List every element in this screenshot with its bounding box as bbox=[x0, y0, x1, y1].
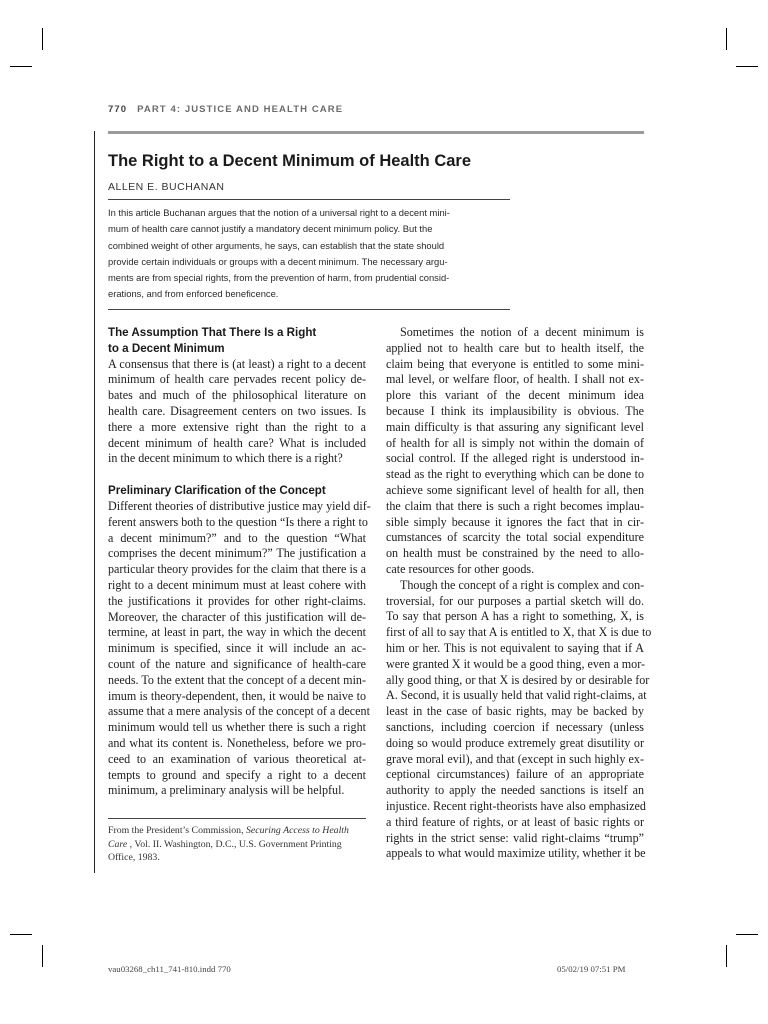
body-line: stead as the right to everything which can be done to bbox=[386, 467, 644, 482]
body-line: social control. If the alleged right is understood in- bbox=[386, 451, 644, 466]
footnote-rule bbox=[108, 818, 366, 819]
running-head bbox=[108, 104, 343, 115]
heading-line: to a Decent Minimum bbox=[108, 341, 225, 355]
heading-line: Preliminary Clarification of the Concept bbox=[108, 484, 326, 498]
abstract-bottom-rule bbox=[108, 309, 510, 310]
body-line: of health for all is simply not within the domain of bbox=[386, 435, 644, 450]
section-gap bbox=[108, 467, 366, 483]
body-line: ally good thing, or that X is desired by or desirable for bbox=[386, 672, 650, 687]
footnote-line: Office, 1983. bbox=[108, 852, 160, 864]
body-line: health care. Disagreement centers on two issues. Is bbox=[108, 403, 366, 418]
footnote-title: Securing Access to Health bbox=[245, 825, 349, 836]
section-body bbox=[108, 498, 371, 799]
body-line: authority to apply the needed sanctions is itself an bbox=[386, 783, 644, 798]
crop-mark bbox=[10, 66, 32, 67]
body-line: decent minimum of health care? What is included bbox=[108, 435, 366, 450]
date-slug: 05/02/19 07:51 PM bbox=[557, 964, 626, 974]
body-line: needs. To the extent that the concept of a decent min- bbox=[108, 672, 366, 687]
body-line: because I think its implausibility is obvious. The bbox=[386, 403, 644, 418]
body-line: were granted X it would be a good thing, even a mor- bbox=[386, 656, 646, 671]
body-line: imum is theory-dependent, then, it would be naive to bbox=[108, 688, 366, 703]
body-line: particular theory provides for the claim that there is a bbox=[108, 562, 366, 577]
body-line: termine, at least in part, the way in which the decent bbox=[108, 625, 366, 640]
body-line: ceed to an examination of various theoretical at- bbox=[108, 751, 366, 766]
body-line: sible simply because it ignores the fact that in cir- bbox=[386, 514, 644, 529]
body-line: minimum would tell us whether there is such a right bbox=[108, 720, 366, 735]
left-column bbox=[108, 325, 371, 799]
body-line: achieve some significant level of health for all, then bbox=[386, 482, 644, 497]
part-label: PART 4: JUSTICE AND HEALTH CARE bbox=[137, 104, 344, 115]
body-line: plore this variant of the decent minimum idea bbox=[386, 388, 644, 403]
body-line: a decent minimum?” and to the question “What bbox=[108, 530, 366, 545]
body-line: him or her. This is not equivalent to saying that if A bbox=[386, 640, 644, 655]
body-line: minimum of health care pervades recent policy de- bbox=[108, 372, 366, 387]
crop-mark bbox=[736, 934, 758, 935]
body-line: To say that person A has a right to something, X, is bbox=[386, 609, 644, 624]
footnote-line: From the President’s Commission, Securing Access to Health bbox=[108, 825, 349, 836]
body-line: main difficulty is that assuring any significant level bbox=[386, 419, 644, 434]
body-line: Different theories of distributive justice may yield dif- bbox=[108, 498, 371, 513]
section-heading bbox=[108, 483, 366, 499]
body-line: cumstances of scarcity the total social expenditure bbox=[386, 530, 644, 545]
source-footnote bbox=[108, 824, 366, 865]
crop-mark bbox=[736, 66, 758, 67]
abstract-line: mum of health care cannot justify a mandatory decent minimum policy. But the bbox=[108, 223, 433, 235]
section-heading bbox=[108, 325, 366, 357]
body-line: Moreover, the character of this justification will de- bbox=[108, 609, 366, 624]
body-line: rights in the strict sense: valid right-claims “trump” bbox=[386, 830, 644, 845]
body-line: count of the nature and significance of health-care bbox=[108, 656, 366, 671]
section-body bbox=[108, 357, 366, 468]
body-line: injustice. Recent right-theorists have also emphasized bbox=[386, 798, 646, 813]
margin-bar bbox=[94, 131, 95, 873]
abstract bbox=[108, 205, 510, 303]
heading-line: The Assumption That There Is a Right bbox=[108, 326, 317, 339]
body-line: assume that a mere analysis of the concept of a decent bbox=[108, 704, 370, 719]
body-line: in the decent minimum to which there is a right? bbox=[108, 451, 343, 466]
body-line: bates and much of the philosophical literature on bbox=[108, 388, 366, 403]
article-title: The Right to a Decent Minimum of Health Care bbox=[108, 152, 472, 170]
header-rule bbox=[108, 131, 644, 134]
footnote-title: Care bbox=[108, 838, 128, 850]
body-line: right to a decent minimum must at least cohere with bbox=[108, 577, 366, 592]
body-line: there a more extensive right than the right to a bbox=[108, 419, 366, 434]
body-line: a third feature of rights, or at least of basic rights or bbox=[386, 814, 644, 829]
body-line: and what its content is. Nonetheless, before we pro- bbox=[108, 735, 366, 750]
crop-mark bbox=[42, 945, 43, 967]
abstract-line: ments are from special rights, from the prevention of harm, from prudential consid- bbox=[108, 272, 450, 284]
crop-mark bbox=[726, 945, 727, 967]
crop-mark bbox=[10, 934, 32, 935]
body-line: the claim that there is such a right becomes implau- bbox=[386, 498, 644, 513]
page-number: 770 bbox=[108, 104, 128, 115]
body-line: minimum is specified, since it will include an ac- bbox=[108, 641, 366, 656]
body-line: troversial, for our purposes a partial sketch will do. bbox=[386, 593, 644, 608]
body-line: the justifications it provides for other right-claims. bbox=[108, 593, 366, 608]
abstract-line: combined weight of other arguments, he says, can establish that the state should bbox=[108, 239, 445, 251]
file-slug: vau03268_ch11_741-810.indd 770 bbox=[108, 964, 231, 974]
body-line: comprises the decent minimum?” The justification a bbox=[108, 546, 366, 561]
body-line: minimum, a preliminary analysis will be helpful. bbox=[108, 783, 345, 798]
body-line: A. Second, it is usually held that valid right-claims, at bbox=[386, 688, 647, 703]
body-line: sanctions, including coercion if necessary (unless bbox=[386, 719, 644, 734]
abstract-line: provide certain individuals or groups with a decent minimum. The necessary argu- bbox=[108, 255, 448, 267]
body-line: cate resources for other goods. bbox=[386, 561, 535, 576]
body-line: A consensus that there is (at least) a right to a decent bbox=[108, 356, 366, 371]
body-line: claim being that everyone is entitled to some mini- bbox=[386, 356, 644, 371]
body-line: ferent answers both to the question “Is there a right to bbox=[108, 514, 368, 529]
body-line: applied not to health care but to health itself, the bbox=[386, 340, 644, 355]
body-line: tempts to ground and specify a right to a decent bbox=[108, 767, 366, 782]
abstract-line: In this article Buchanan argues that the notion of a universal right to a decent mini- bbox=[108, 207, 450, 218]
abstract-top-rule bbox=[108, 199, 510, 200]
body-line: doing so would produce extremely great disutility or bbox=[386, 735, 644, 750]
abstract-line: erations, and from enforced beneficence. bbox=[108, 288, 279, 300]
body-line: grave moral evil), and that (except in such highly ex- bbox=[386, 751, 644, 766]
right-column bbox=[386, 325, 652, 862]
body-line: Sometimes the notion of a decent minimum is bbox=[400, 325, 644, 339]
body-line: ceptional circumstances) failure of an appropriate bbox=[386, 767, 644, 782]
body-line: appeals to what would maximize utility, whether it be bbox=[386, 846, 646, 861]
crop-mark bbox=[42, 28, 43, 50]
body-line: least in the case of basic rights, may be backed by bbox=[386, 704, 644, 719]
body-line: mal level, or welfare floor, of health. I shall not ex- bbox=[386, 372, 644, 387]
footnote-line: Care , Vol. II. Washington, D.C., U.S. Government Printing bbox=[108, 838, 342, 850]
author: ALLEN E. BUCHANAN bbox=[108, 181, 225, 193]
crop-mark bbox=[726, 28, 727, 50]
body-line: Though the concept of a right is complex and con- bbox=[400, 577, 645, 592]
body-line: on health must be constrained by the need to allo- bbox=[386, 546, 644, 561]
body-line: first of all to say that A is entitled to X, that X is due to bbox=[386, 625, 652, 640]
